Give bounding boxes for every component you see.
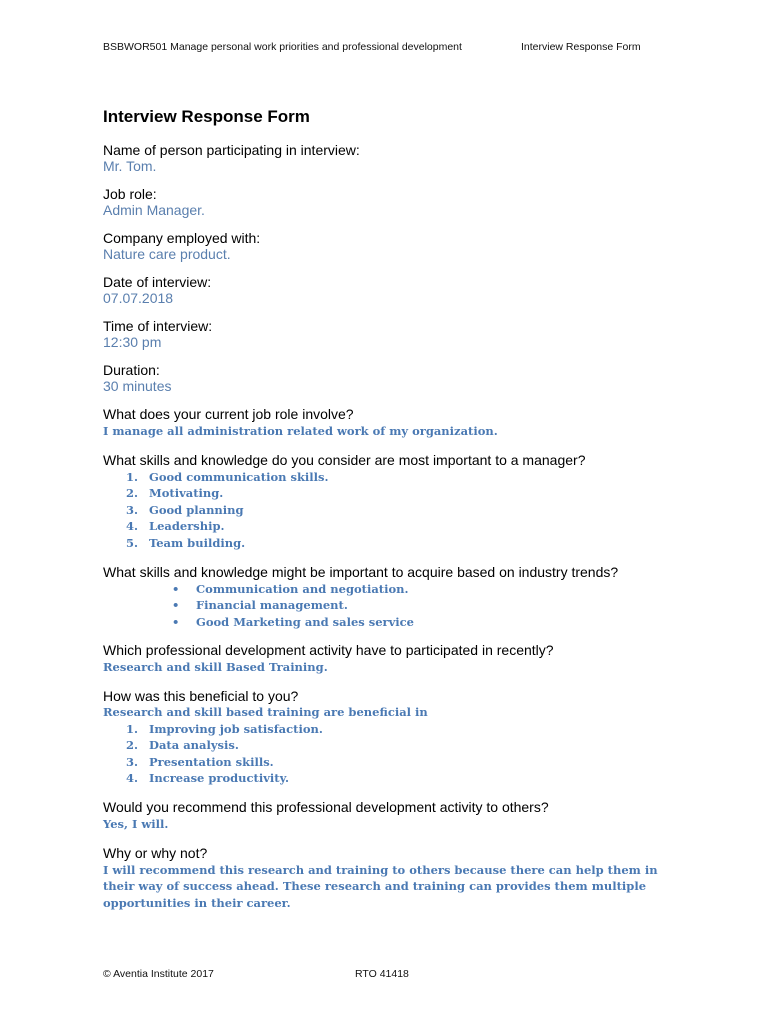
field-label: Job role: <box>103 186 157 202</box>
bullet-icon: • <box>172 614 180 629</box>
list-item: • Communication and negotiation. <box>172 581 409 596</box>
field-value: 07.07.2018 <box>103 290 174 306</box>
question-current-role <box>103 406 683 440</box>
field-job-role <box>103 186 683 218</box>
page-title: Interview Response Form <box>103 107 310 126</box>
list-item: 2. Motivating. <box>126 486 224 501</box>
list-item: 5. Team building. <box>126 535 246 550</box>
question-manager-skills <box>103 452 683 552</box>
question-text: What skills and knowledge might be important to acquire based on industry trends? <box>103 563 619 580</box>
field-duration <box>103 362 683 394</box>
bullet-icon: • <box>172 598 180 613</box>
answer-numbered-list <box>103 721 683 787</box>
question-benefit <box>103 688 683 787</box>
question-text: Which professional development activity have to participated in recently? <box>103 642 554 659</box>
answer-numbered-list <box>103 469 683 552</box>
list-item: • Financial management. <box>172 598 348 613</box>
answer-intro: Research and skill based training are beneficial in <box>103 704 428 719</box>
list-item: • Good Marketing and sales service <box>172 614 414 629</box>
question-text: How was this beneficial to you? <box>103 687 299 704</box>
answer-bullet-list <box>103 581 683 631</box>
field-label: Date of interview: <box>103 274 212 290</box>
field-label: Company employed with: <box>103 230 261 246</box>
question-recommend <box>103 799 683 833</box>
answer-text: I will recommend this research and training to others because there can help them in their way of success ahead. These research and training can provides them multiple opportunities in their career. <box>103 862 658 910</box>
list-item: 1. Good communication skills. <box>126 469 329 484</box>
question-text: What skills and knowledge do you consider are most important to a manager? <box>103 451 586 468</box>
list-item: 4. Leadership. <box>126 519 225 534</box>
header-form-name: Interview Response Form <box>521 41 641 53</box>
field-value: 30 minutes <box>103 378 172 394</box>
list-item: 3. Good planning <box>126 502 244 517</box>
answer-text: Research and skill Based Training. <box>103 660 328 675</box>
header-course-title: BSBWOR501 Manage personal work priorities and professional development <box>103 41 462 53</box>
list-item: 2. Data analysis. <box>126 738 239 753</box>
list-item: 4. Increase productivity. <box>126 771 289 786</box>
question-industry-trends <box>103 564 683 631</box>
field-interview-time <box>103 318 683 350</box>
answer-text: I manage all administration related work of my organization. <box>103 424 498 438</box>
bullet-icon: • <box>172 581 180 596</box>
field-label: Duration: <box>103 362 160 378</box>
field-value: 12:30 pm <box>103 334 162 350</box>
question-text: What does your current job role involve? <box>103 406 354 422</box>
field-participant-name <box>103 142 683 174</box>
list-item: 1. Improving job satisfaction. <box>126 721 323 736</box>
field-value: Mr. Tom. <box>103 158 157 174</box>
footer-rto: RTO 41418 <box>355 968 409 980</box>
field-interview-date <box>103 274 683 306</box>
question-text: Why or why not? <box>103 844 208 861</box>
field-label: Time of interview: <box>103 318 213 334</box>
form-body <box>103 106 683 923</box>
field-company <box>103 230 683 262</box>
answer-text: Yes, I will. <box>103 816 169 831</box>
question-why <box>103 845 683 912</box>
question-text: Would you recommend this professional development activity to others? <box>103 798 549 815</box>
field-value: Admin Manager. <box>103 202 205 218</box>
field-label: Name of person participating in interview: <box>103 142 360 158</box>
footer-copyright: © Aventia Institute 2017 <box>103 968 214 980</box>
field-value: Nature care product. <box>103 246 231 262</box>
list-item: 3. Presentation skills. <box>126 754 274 769</box>
question-recent-activity <box>103 642 683 676</box>
